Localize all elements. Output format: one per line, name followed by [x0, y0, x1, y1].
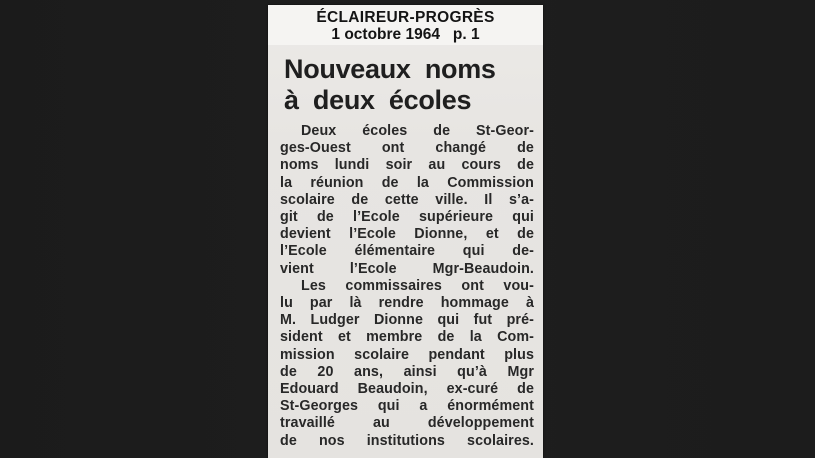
body-line: sident et membre de la Com- [280, 329, 534, 346]
body-line: lu par là rendre hommage à [280, 295, 534, 312]
body-line: mission scolaire pendant plus [280, 346, 534, 363]
masthead-title: ÉCLAIREUR-PROGRÈS [316, 9, 495, 26]
body-line: de nos institutions scolaires. [280, 432, 534, 449]
body-line: de 20 ans, ainsi qu’à Mgr [280, 363, 534, 380]
body-line: scolaire de cette ville. Il s’a- [280, 191, 534, 208]
newspaper-clipping [268, 5, 543, 458]
body-line: noms lundi soir au cours de [280, 157, 534, 174]
body-line: ges-Ouest ont changé de [280, 140, 534, 157]
headline-line-2: à deux écoles [284, 85, 472, 115]
body-line: M. Ludger Dionne qui fut pré- [280, 312, 534, 329]
body-line: travaillé au développement [280, 415, 534, 432]
body-line: St-Georges qui a énormément [280, 398, 534, 415]
headline-line-1: Nouveaux noms [284, 54, 496, 84]
masthead [268, 5, 543, 45]
body-line: Deux écoles de St-Geor- [301, 123, 534, 139]
body-line: vient l’Ecole Mgr-Beaudoin. [280, 260, 534, 277]
masthead-date-line: 1 octobre 1964 p. 1 [331, 26, 480, 43]
body-line: devient l’Ecole Dionne, et de [280, 226, 534, 243]
body-line: Les commissaires ont vou- [301, 277, 534, 294]
article-body [268, 123, 543, 450]
body-line: l’Ecole élémentaire qui de- [280, 243, 534, 260]
body-line: la réunion de la Commission [280, 174, 534, 191]
body-line: Edouard Beaudoin, ex-curé de [280, 381, 534, 398]
body-line: git de l’Ecole supérieure qui [280, 209, 534, 226]
headline [268, 54, 543, 116]
